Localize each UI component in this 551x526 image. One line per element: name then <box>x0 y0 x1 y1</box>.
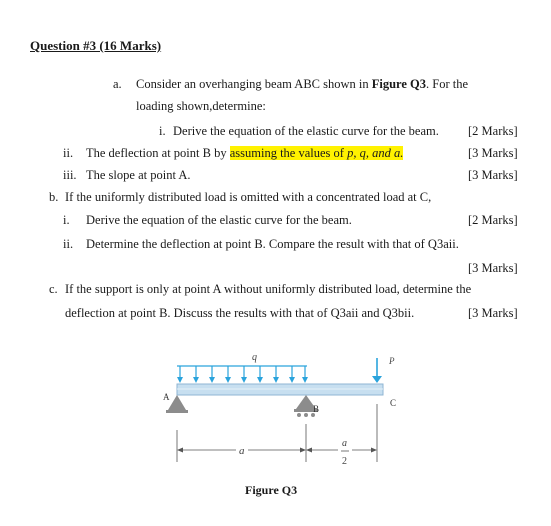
item-number: ii. <box>63 146 74 160</box>
item-marks: [3 Marks] <box>468 261 518 275</box>
item-text: Derive the equation of the elastic curve for the beam. <box>86 213 352 227</box>
part-c-line1: If the support is only at point A without uniformly distributed load, determine the <box>65 282 472 296</box>
item-number: i. <box>159 124 166 138</box>
udl-arrow-head <box>209 377 215 383</box>
udl-arrow-head <box>241 377 247 383</box>
load-q-label: q <box>252 352 257 363</box>
item-marks: [3 Marks] <box>468 146 518 160</box>
distributed-load <box>177 366 308 383</box>
figure-reference: Figure Q3 <box>371 77 427 91</box>
part-a-intro-tail: . For the <box>426 77 469 91</box>
udl-arrow-head <box>257 377 263 383</box>
point-load-arrow <box>372 358 382 383</box>
part-c-marker: c. <box>49 282 58 296</box>
point-c-label: C <box>390 398 397 408</box>
udl-arrow-head <box>225 377 231 383</box>
highlighted-text: assuming the values of p, q, and a. <box>229 146 404 160</box>
dimension-lines <box>177 404 377 462</box>
point-b-label: B <box>313 404 320 414</box>
part-a-marker: a. <box>113 77 122 91</box>
item-marks: [2 Marks] <box>468 124 518 138</box>
part-a-intro-text: Consider an overhanging beam ABC shown in <box>136 77 372 91</box>
dim-half-numerator: a <box>342 438 347 449</box>
part-b-marker: b. <box>49 190 59 204</box>
dim-half-denominator: 2 <box>342 456 347 467</box>
udl-arrow-head <box>273 377 279 383</box>
item-marks: [2 Marks] <box>468 213 518 227</box>
dim-a-label: a <box>239 445 245 457</box>
part-c-line2: deflection at point B. Discuss the results with that of Q3aii and Q3bii. <box>65 306 415 320</box>
point-a-label: A <box>163 392 170 402</box>
item-text: Determine the deflection at point B. Compare the result with that of Q3aii. <box>86 237 459 251</box>
udl-arrow-head <box>302 377 308 383</box>
udl-arrow-head <box>289 377 295 383</box>
item-marks: [3 Marks] <box>468 306 518 320</box>
figure-caption: Figure Q3 <box>245 483 298 497</box>
item-number: i. <box>63 213 70 227</box>
item-text: Derive the equation of the elastic curve for the beam. <box>173 124 439 138</box>
item-number: iii. <box>63 168 77 182</box>
highlighted-variables: p, q, and a. <box>347 146 404 160</box>
load-p-label: P <box>389 356 395 366</box>
question-heading: Question #3 (16 Marks) <box>30 38 162 53</box>
item-text-plain: The deflection at point B by <box>86 146 230 160</box>
part-b-intro: If the uniformly distributed load is omitted with a concentrated load at C, <box>65 190 432 204</box>
item-marks: [3 Marks] <box>468 168 518 182</box>
udl-arrow-head <box>177 377 183 383</box>
item-number: ii. <box>63 237 74 251</box>
udl-arrow-head <box>193 377 199 383</box>
part-a-intro-line2: loading shown,determine: <box>136 99 266 113</box>
item-text: The slope at point A. <box>86 168 191 182</box>
